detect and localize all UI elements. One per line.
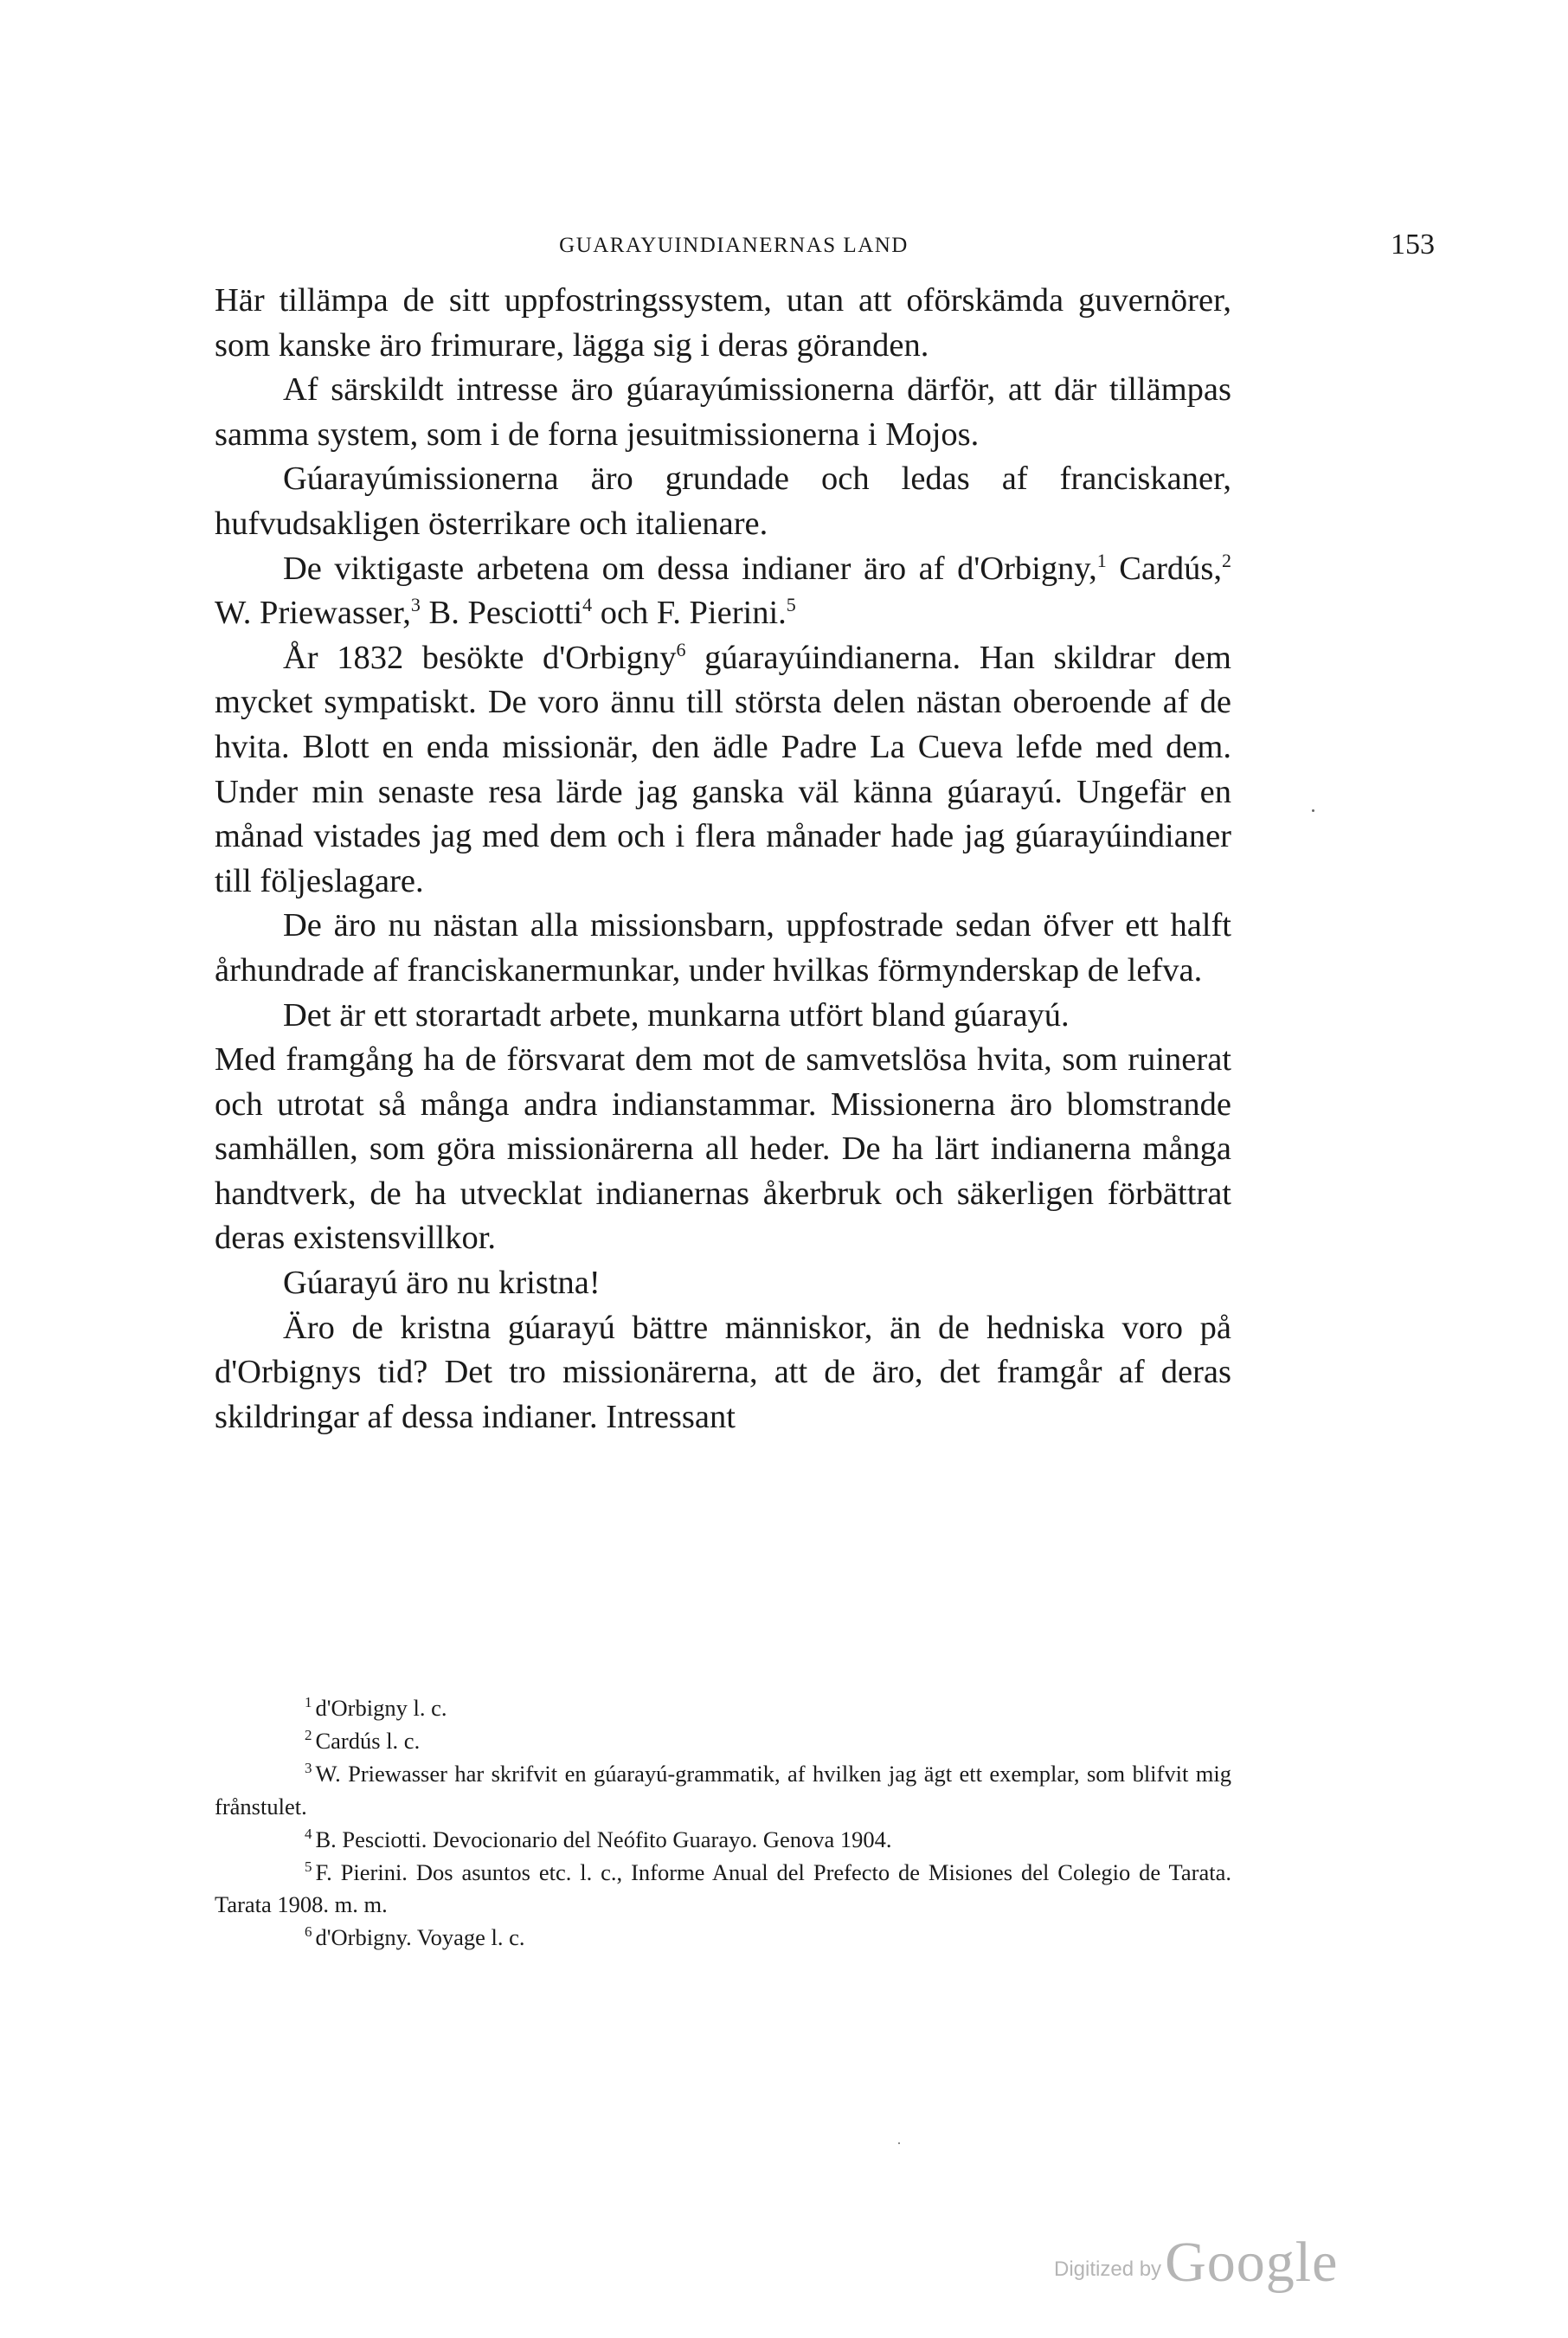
paragraph: Gúarayúmissionerna äro grundade och ledas af franciskaner, hufvudsakligen österrikare och italienare. (215, 461, 1231, 542)
digitized-watermark (1054, 2230, 1338, 2296)
scan-speck (1312, 809, 1314, 812)
paragraph: Det är ett storartadt arbete, munkarna utfört bland gúarayú. (283, 996, 1070, 1034)
footnote-text: d'Orbigny l. c. (315, 1695, 447, 1721)
paragraph-text: W. Priewasser, (215, 595, 411, 632)
footnote (215, 1857, 1231, 1922)
footnote (215, 1725, 1231, 1758)
scan-speck (898, 2142, 900, 2144)
paragraph: Af särskildt intresse äro gúarayúmissionerna därför, att där tillämpas samma system, som i de forna jesuitmissionerna i Mojos. (215, 371, 1231, 453)
footnote-text: Cardús l. c. (315, 1728, 421, 1754)
footnotes (215, 1692, 1231, 1955)
paragraph: Gúarayú äro nu kristna! (283, 1265, 601, 1302)
footnote-ref: 1 (1096, 549, 1107, 571)
paragraph-text: gúarayúindianerna. Han skildrar dem mycket sympatiskt. De voro ännu till största delen nästan oberoende af de hvita. Blott en enda missionär, den ädle Padre La Cueva lefde med dem. Under min senaste resa lärde jag ganska väl känna gúarayú. Ungefär en månad vistades jag med dem och i flera månader hade jag gúarayúindianer till följeslagare. (215, 639, 1231, 899)
footnote-text: F. Pierini. Dos asuntos etc. l. c., Informe Anual del Prefecto de Misiones del Colegio de Tarata. Tarata 1908. m. m. (215, 1858, 1231, 1917)
footnote-text: B. Pesciotti. Devocionario del Neófito Guarayo. Genova 1904. (315, 1826, 892, 1852)
paragraph-with-notes (215, 636, 1231, 905)
footnote-text: d'Orbigny. Voyage l. c. (315, 1924, 525, 1950)
paragraph-text: och F. Pierini. (592, 595, 787, 632)
paragraph-text: År 1832 besökte d'Orbigny (283, 639, 677, 676)
footnote-mark: 5 (305, 1858, 312, 1875)
running-title: GUARAYUINDIANERNAS LAND (559, 234, 909, 257)
footnote (215, 1692, 1231, 1725)
footnote-mark: 4 (305, 1825, 312, 1842)
running-head (215, 227, 1435, 261)
google-logo: Google (1165, 2231, 1339, 2294)
paragraph-text: De viktigaste arbetena om dessa indianer äro af d'Orbigny, (283, 550, 1097, 587)
paragraph-text: B. Pesciotti (420, 595, 583, 632)
footnote (215, 1922, 1231, 1955)
footnote-mark: 2 (305, 1727, 312, 1744)
footnote-ref: 3 (410, 594, 421, 616)
footnote-mark: 3 (305, 1760, 312, 1777)
footnote-ref: 5 (786, 594, 796, 616)
footnote-ref: 2 (1222, 549, 1231, 571)
watermark-prefix: Digitized by (1054, 2257, 1162, 2281)
footnote-ref: 6 (676, 638, 686, 660)
body-text (215, 279, 1231, 1440)
footnote-ref: 4 (582, 594, 593, 616)
paragraph: Här tillämpa de sitt uppfostringssystem, utan att oförskämda guvernörer, som kanske äro frimurare, lägga sig i deras göranden. (215, 282, 1231, 364)
paragraph-with-notes (215, 547, 1231, 636)
paragraph: Äro de kristna gúarayú bättre människor, än de hedniska voro på d'Orbignys tid? Det tro missionärerna, att de äro, det framgår af deras skildringar af dessa indianer. Intressant (215, 1309, 1231, 1435)
paragraph: Med framgång ha de försvarat dem mot de samvetslösa hvita, som ruinerat och utrotat så många andra indianstammar. Missionerna äro blomstrande samhällen, som göra missionärerna all heder. De ha lärt indianerna många handtverk, de ha utvecklat indianernas åkerbruk och säkerligen förbättrat deras existensvillkor. (215, 1041, 1231, 1257)
page-number: 153 (1391, 229, 1435, 261)
footnote (215, 1758, 1231, 1823)
paragraph-text: Cardús, (1106, 550, 1222, 587)
footnote-mark: 1 (305, 1694, 312, 1711)
footnote (215, 1824, 1231, 1857)
footnote-mark: 6 (305, 1923, 312, 1941)
paragraph: De äro nu nästan alla missionsbarn, uppfostrade sedan öfver ett halft århundrade af franciskanermunkar, under hvilkas förmynderskap de lefva. (215, 907, 1231, 989)
footnote-text: W. Priewasser har skrifvit en gúarayú-grammatik, af hvilken jag ägt ett exemplar, som blifvit mig frånstulet. (215, 1761, 1231, 1820)
